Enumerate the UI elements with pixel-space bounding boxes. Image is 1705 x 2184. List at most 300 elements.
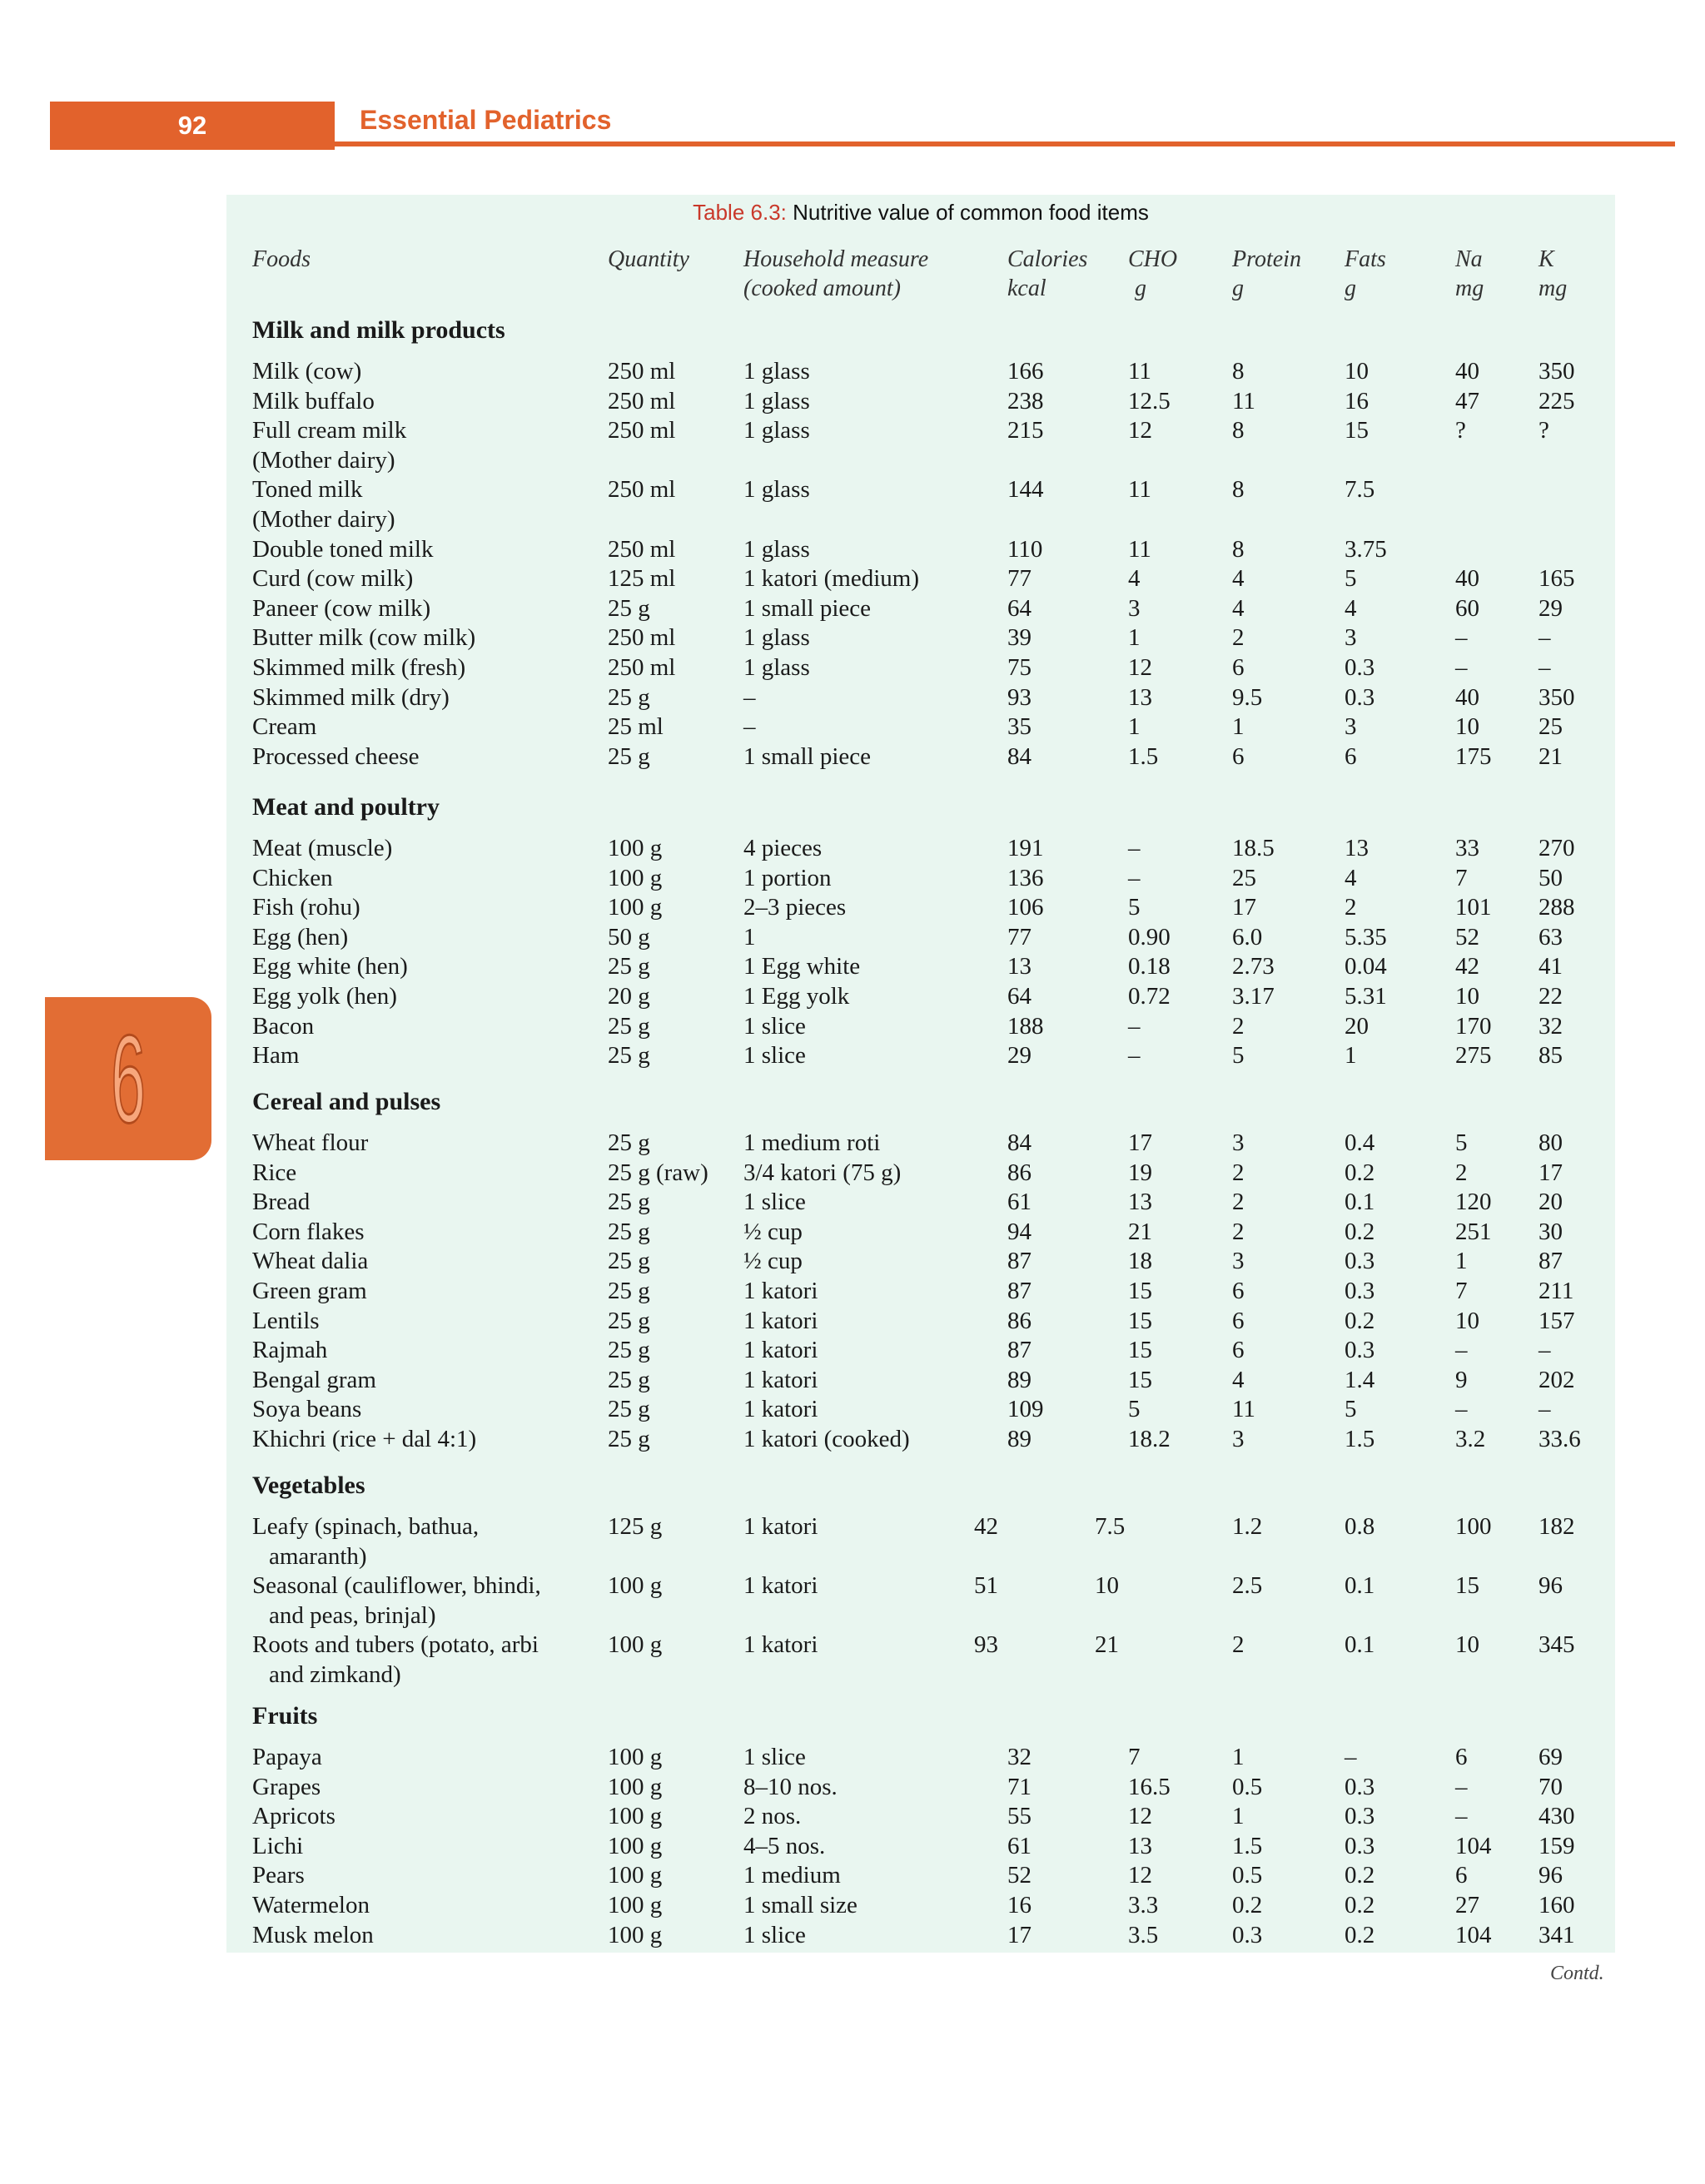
cell-cho: 12 bbox=[1128, 1803, 1152, 1830]
cell-quantity: 25 ml bbox=[608, 713, 664, 741]
cell-na: 47 bbox=[1455, 387, 1479, 414]
cell-measure: ½ cup bbox=[743, 1248, 803, 1275]
cell-protein: 8 bbox=[1232, 417, 1245, 444]
cell-fats: 20 bbox=[1345, 1012, 1369, 1040]
cell-na: 6 bbox=[1455, 1744, 1468, 1770]
food-name: Egg white (hen) bbox=[252, 953, 408, 980]
cell-measure: 1 glass bbox=[743, 654, 810, 681]
cell-calories: 42 bbox=[974, 1513, 998, 1540]
cell-fats: 7.5 bbox=[1345, 476, 1375, 504]
cell-cho: 12.5 bbox=[1128, 387, 1171, 414]
cell-na: 1 bbox=[1455, 1248, 1468, 1275]
cell-na: 101 bbox=[1455, 894, 1492, 921]
food-name: Green gram bbox=[252, 1278, 367, 1304]
cell-quantity: 25 g bbox=[608, 1278, 650, 1304]
cell-protein: 8 bbox=[1232, 358, 1245, 385]
cell-k: 87 bbox=[1538, 1248, 1563, 1275]
food-name: Wheat flour bbox=[252, 1129, 369, 1156]
food-name: Skimmed milk (dry) bbox=[252, 683, 450, 711]
cell-cho: 4 bbox=[1128, 565, 1141, 593]
cell-na: 40 bbox=[1455, 565, 1479, 593]
cell-calories: 86 bbox=[1007, 1307, 1031, 1334]
cell-k: 21 bbox=[1538, 742, 1563, 770]
cell-k: ? bbox=[1538, 417, 1549, 444]
cell-cho: 11 bbox=[1128, 476, 1151, 504]
food-name: Fish (rohu) bbox=[252, 894, 360, 921]
cell-k: – bbox=[1538, 624, 1551, 652]
cell-calories: 109 bbox=[1007, 1396, 1044, 1423]
cell-calories: 52 bbox=[1007, 1862, 1031, 1889]
cell-quantity: 25 g bbox=[608, 953, 650, 980]
cell-calories: 84 bbox=[1007, 742, 1031, 770]
cell-fats: 0.4 bbox=[1345, 1129, 1375, 1156]
cell-calories: 87 bbox=[1007, 1337, 1031, 1364]
cell-quantity: 250 ml bbox=[608, 417, 676, 444]
cell-cho: 5 bbox=[1128, 1396, 1141, 1423]
cell-quantity: 250 ml bbox=[608, 624, 676, 652]
cell-cho: 21 bbox=[1095, 1631, 1119, 1659]
cell-calories: 64 bbox=[1007, 594, 1031, 622]
cell-protein: 25 bbox=[1232, 864, 1256, 891]
header-na: Na bbox=[1455, 246, 1483, 272]
food-name: Skimmed milk (fresh) bbox=[252, 654, 466, 681]
cell-fats: 0.1 bbox=[1345, 1572, 1375, 1600]
cell-quantity: 25 g bbox=[608, 594, 650, 622]
header-measure: Household measure bbox=[743, 246, 929, 272]
cell-protein: 11 bbox=[1232, 1396, 1255, 1423]
cell-k: 202 bbox=[1538, 1366, 1575, 1393]
cell-k: 32 bbox=[1538, 1012, 1563, 1040]
cell-na: 27 bbox=[1455, 1892, 1479, 1918]
cell-measure: 1 Egg white bbox=[743, 953, 861, 980]
cell-protein: 2 bbox=[1232, 624, 1245, 652]
cell-na: 170 bbox=[1455, 1012, 1492, 1040]
cell-measure: 1 katori bbox=[743, 1337, 818, 1364]
cell-cho: 3.5 bbox=[1128, 1921, 1159, 1948]
cell-k: 288 bbox=[1538, 894, 1575, 921]
cell-fats: 0.8 bbox=[1345, 1513, 1375, 1540]
cell-fats: 10 bbox=[1345, 358, 1369, 385]
cell-cho: 0.18 bbox=[1128, 953, 1171, 980]
cell-fats: 3.75 bbox=[1345, 535, 1387, 563]
cell-fats: 4 bbox=[1345, 594, 1357, 622]
cell-na: 9 bbox=[1455, 1366, 1468, 1393]
cell-measure: 1 medium roti bbox=[743, 1129, 881, 1156]
cell-quantity: 25 g bbox=[608, 1248, 650, 1275]
header-cho-unit: g bbox=[1135, 275, 1146, 301]
table-caption-text: Nutritive value of common food items bbox=[793, 200, 1149, 225]
cell-quantity: 100 g bbox=[608, 835, 663, 861]
cell-measure: 1 small piece bbox=[743, 594, 872, 622]
cell-quantity: 25 g bbox=[608, 1012, 650, 1040]
cell-k: 160 bbox=[1538, 1892, 1575, 1918]
cell-cho: 18.2 bbox=[1128, 1426, 1171, 1452]
cell-k: 96 bbox=[1538, 1572, 1563, 1600]
cell-quantity: 25 g bbox=[608, 1366, 650, 1393]
cell-quantity: 125 ml bbox=[608, 565, 676, 593]
cell-measure: 4 pieces bbox=[743, 835, 823, 861]
cell-measure: 1 Egg yolk bbox=[743, 983, 850, 1010]
cell-protein: 6 bbox=[1232, 742, 1245, 770]
cell-calories: 94 bbox=[1007, 1218, 1031, 1245]
cell-fats: 0.1 bbox=[1345, 1631, 1375, 1659]
header-calories: Calories bbox=[1007, 246, 1088, 272]
cell-na: 10 bbox=[1455, 1631, 1479, 1659]
cell-cho: 11 bbox=[1128, 358, 1151, 385]
book-title: Essential Pediatrics bbox=[360, 105, 612, 135]
cell-cho: 16.5 bbox=[1128, 1773, 1171, 1800]
cell-k: 341 bbox=[1538, 1921, 1575, 1948]
cell-quantity: 250 ml bbox=[608, 476, 676, 504]
cell-k: 41 bbox=[1538, 953, 1563, 980]
cell-cho: 1 bbox=[1128, 713, 1141, 741]
cell-na: 3.2 bbox=[1455, 1426, 1486, 1452]
cell-na: 104 bbox=[1455, 1832, 1492, 1859]
cell-cho: 13 bbox=[1128, 1832, 1152, 1859]
cell-measure: – bbox=[743, 683, 756, 711]
cell-k: 29 bbox=[1538, 594, 1563, 622]
table-caption bbox=[226, 200, 1615, 226]
cell-protein: 6 bbox=[1232, 1307, 1245, 1334]
cell-measure: 1 katori (cooked) bbox=[743, 1426, 910, 1452]
cell-protein: 1 bbox=[1232, 1744, 1245, 1770]
food-name: Milk (cow) bbox=[252, 358, 362, 385]
cell-calories: 32 bbox=[1007, 1744, 1031, 1770]
cell-measure: 1 small piece bbox=[743, 742, 872, 770]
cell-quantity: 25 g bbox=[608, 1129, 650, 1156]
cell-quantity: 100 g bbox=[608, 1832, 663, 1859]
cell-quantity: 25 g bbox=[608, 1396, 650, 1423]
cell-quantity: 25 g bbox=[608, 1337, 650, 1364]
cell-na: 60 bbox=[1455, 594, 1479, 622]
cell-quantity: 100 g bbox=[608, 864, 663, 891]
cell-protein: 6.0 bbox=[1232, 923, 1263, 951]
cell-measure: 1 katori bbox=[743, 1366, 818, 1393]
cell-calories: 77 bbox=[1007, 565, 1031, 593]
cell-calories: 144 bbox=[1007, 476, 1044, 504]
cell-calories: 39 bbox=[1007, 624, 1031, 652]
cell-k: 430 bbox=[1538, 1803, 1575, 1830]
food-name: (Mother dairy) bbox=[252, 506, 395, 533]
cell-fats: 0.3 bbox=[1345, 1832, 1375, 1859]
header-fats-unit: g bbox=[1345, 275, 1356, 301]
cell-na: 52 bbox=[1455, 923, 1479, 951]
food-name: Bengal gram bbox=[252, 1366, 376, 1393]
cell-cho: – bbox=[1128, 864, 1141, 891]
cell-na: – bbox=[1455, 1803, 1468, 1830]
cell-quantity: 100 g bbox=[608, 1744, 663, 1770]
food-name: Pears bbox=[252, 1862, 305, 1889]
cell-measure: 4–5 nos. bbox=[743, 1832, 826, 1859]
cell-cho: 12 bbox=[1128, 654, 1152, 681]
cell-protein: 1 bbox=[1232, 1803, 1245, 1830]
food-name: and zimkand) bbox=[269, 1661, 401, 1688]
cell-calories: 51 bbox=[974, 1572, 998, 1600]
cell-measure: 1 glass bbox=[743, 387, 810, 414]
cell-cho: – bbox=[1128, 835, 1141, 861]
food-name: Corn flakes bbox=[252, 1218, 365, 1245]
cell-fats: 0.2 bbox=[1345, 1307, 1375, 1334]
cell-measure: 1 katori bbox=[743, 1631, 818, 1659]
cell-calories: 89 bbox=[1007, 1426, 1031, 1452]
cell-protein: 2 bbox=[1232, 1218, 1245, 1245]
cell-k: 165 bbox=[1538, 565, 1575, 593]
cell-protein: 17 bbox=[1232, 894, 1256, 921]
cell-k: 63 bbox=[1538, 923, 1563, 951]
cell-cho: 15 bbox=[1128, 1366, 1152, 1393]
cell-calories: 84 bbox=[1007, 1129, 1031, 1156]
cell-k: 270 bbox=[1538, 835, 1575, 861]
food-name: Rajmah bbox=[252, 1337, 328, 1364]
cell-measure: 1 katori bbox=[743, 1572, 818, 1600]
header-foods: Foods bbox=[252, 246, 311, 272]
cell-quantity: 25 g bbox=[608, 1426, 650, 1452]
cell-measure: 2 nos. bbox=[743, 1803, 802, 1830]
cell-quantity: 250 ml bbox=[608, 535, 676, 563]
cell-protein: 1.2 bbox=[1232, 1513, 1263, 1540]
cell-quantity: 25 g bbox=[608, 1042, 650, 1070]
food-name: Chicken bbox=[252, 864, 333, 891]
cell-cho: 13 bbox=[1128, 1189, 1152, 1216]
food-name: Meat (muscle) bbox=[252, 835, 393, 861]
cell-na: 10 bbox=[1455, 1307, 1479, 1334]
cell-na: 251 bbox=[1455, 1218, 1492, 1245]
food-name: Apricots bbox=[252, 1803, 336, 1830]
cell-protein: 8 bbox=[1232, 535, 1245, 563]
cell-k: 211 bbox=[1538, 1278, 1574, 1304]
cell-quantity: 25 g bbox=[608, 1307, 650, 1334]
cell-fats: 3 bbox=[1345, 624, 1357, 652]
food-name: Lentils bbox=[252, 1307, 320, 1334]
cell-na: – bbox=[1455, 624, 1468, 652]
cell-k: – bbox=[1538, 1396, 1551, 1423]
header-protein: Protein bbox=[1232, 246, 1301, 272]
cell-calories: 89 bbox=[1007, 1366, 1031, 1393]
cell-k: 345 bbox=[1538, 1631, 1575, 1659]
cell-fats: 0.2 bbox=[1345, 1159, 1375, 1186]
cell-measure: 1 glass bbox=[743, 535, 810, 563]
cell-quantity: 50 g bbox=[608, 923, 650, 951]
cell-k: 182 bbox=[1538, 1513, 1575, 1540]
cell-measure: 1 slice bbox=[743, 1921, 806, 1948]
cell-k: 85 bbox=[1538, 1042, 1563, 1070]
cell-k: 30 bbox=[1538, 1218, 1563, 1245]
cell-protein: 1 bbox=[1232, 713, 1245, 741]
header-calories-unit: kcal bbox=[1007, 275, 1046, 301]
food-name: Roots and tubers (potato, arbi bbox=[252, 1631, 539, 1659]
cell-cho: 1.5 bbox=[1128, 742, 1159, 770]
cell-measure: 1 katori bbox=[743, 1307, 818, 1334]
food-name: Butter milk (cow milk) bbox=[252, 624, 476, 652]
category-heading: Meat and poultry bbox=[252, 793, 440, 821]
cell-measure: 1 slice bbox=[743, 1042, 806, 1070]
food-name: Seasonal (cauliflower, bhindi, bbox=[252, 1572, 541, 1600]
cell-measure: 1 slice bbox=[743, 1744, 806, 1770]
cell-calories: 77 bbox=[1007, 923, 1031, 951]
cell-k: – bbox=[1538, 654, 1551, 681]
food-name: Cream bbox=[252, 713, 317, 741]
cell-fats: 5 bbox=[1345, 1396, 1357, 1423]
category-heading: Fruits bbox=[252, 1702, 318, 1730]
cell-fats: 0.1 bbox=[1345, 1189, 1375, 1216]
cell-cho: 15 bbox=[1128, 1337, 1152, 1364]
cell-quantity: 100 g bbox=[608, 1862, 663, 1889]
cell-protein: 4 bbox=[1232, 565, 1245, 593]
cell-cho: 18 bbox=[1128, 1248, 1152, 1275]
cell-calories: 71 bbox=[1007, 1773, 1031, 1800]
cell-k: 225 bbox=[1538, 387, 1575, 414]
cell-fats: 0.2 bbox=[1345, 1921, 1375, 1948]
cell-calories: 13 bbox=[1007, 953, 1031, 980]
cell-cho: 3 bbox=[1128, 594, 1141, 622]
food-name: Papaya bbox=[252, 1744, 322, 1770]
cell-na: 7 bbox=[1455, 1278, 1468, 1304]
cell-measure: 1 glass bbox=[743, 624, 810, 652]
cell-cho: 0.72 bbox=[1128, 983, 1171, 1010]
table-caption-label: Table 6.3: bbox=[693, 200, 787, 225]
cell-na: – bbox=[1455, 1773, 1468, 1800]
cell-quantity: 100 g bbox=[608, 1803, 663, 1830]
cell-fats: 3 bbox=[1345, 713, 1357, 741]
cell-cho: – bbox=[1128, 1042, 1141, 1070]
cell-fats: 0.2 bbox=[1345, 1892, 1375, 1918]
cell-na: 33 bbox=[1455, 835, 1479, 861]
cell-na: – bbox=[1455, 654, 1468, 681]
cell-quantity: 100 g bbox=[608, 1773, 663, 1800]
cell-fats: 5.31 bbox=[1345, 983, 1387, 1010]
cell-measure: 1 medium bbox=[743, 1862, 841, 1889]
cell-na: 2 bbox=[1455, 1159, 1468, 1186]
cell-fats: 13 bbox=[1345, 835, 1369, 861]
header-cho: CHO bbox=[1128, 246, 1178, 272]
header-quantity: Quantity bbox=[608, 246, 689, 272]
cell-na: 10 bbox=[1455, 713, 1479, 741]
header-measure-sub: (cooked amount) bbox=[743, 275, 901, 301]
cell-quantity: 100 g bbox=[608, 1921, 663, 1948]
cell-quantity: 100 g bbox=[608, 1631, 663, 1659]
cell-fats: 0.2 bbox=[1345, 1862, 1375, 1889]
food-name: Lichi bbox=[252, 1832, 304, 1859]
cell-calories: 93 bbox=[1007, 683, 1031, 711]
food-name: Curd (cow milk) bbox=[252, 565, 414, 593]
cell-na: 275 bbox=[1455, 1042, 1492, 1070]
cell-calories: 166 bbox=[1007, 358, 1044, 385]
cell-measure: 1 slice bbox=[743, 1189, 806, 1216]
cell-measure: – bbox=[743, 713, 756, 741]
cell-fats: 15 bbox=[1345, 417, 1369, 444]
cell-protein: 2.5 bbox=[1232, 1572, 1263, 1600]
cell-fats: 0.2 bbox=[1345, 1218, 1375, 1245]
cell-protein: 2 bbox=[1232, 1631, 1245, 1659]
cell-k: – bbox=[1538, 1337, 1551, 1364]
cell-quantity: 250 ml bbox=[608, 358, 676, 385]
cell-protein: 2 bbox=[1232, 1159, 1245, 1186]
header-na-unit: mg bbox=[1455, 275, 1484, 301]
cell-na: 42 bbox=[1455, 953, 1479, 980]
cell-k: 20 bbox=[1538, 1189, 1563, 1216]
cell-na: – bbox=[1455, 1396, 1468, 1423]
cell-measure: 1 slice bbox=[743, 1012, 806, 1040]
cell-fats: 1.5 bbox=[1345, 1426, 1375, 1452]
cell-na: 7 bbox=[1455, 864, 1468, 891]
cell-protein: 6 bbox=[1232, 1337, 1245, 1364]
cell-quantity: 25 g (raw) bbox=[608, 1159, 708, 1186]
cell-cho: 11 bbox=[1128, 535, 1151, 563]
food-name: Wheat dalia bbox=[252, 1248, 369, 1275]
food-name: Bacon bbox=[252, 1012, 315, 1040]
cell-fats: 0.3 bbox=[1345, 1337, 1375, 1364]
cell-calories: 17 bbox=[1007, 1921, 1031, 1948]
cell-na: 175 bbox=[1455, 742, 1492, 770]
cell-k: 69 bbox=[1538, 1744, 1563, 1770]
cell-calories: 16 bbox=[1007, 1892, 1031, 1918]
cell-k: 350 bbox=[1538, 683, 1575, 711]
food-name: Full cream milk bbox=[252, 417, 407, 444]
cell-quantity: 20 g bbox=[608, 983, 650, 1010]
cell-measure: 1 small size bbox=[743, 1892, 857, 1918]
cell-cho: 15 bbox=[1128, 1278, 1152, 1304]
cell-na: 40 bbox=[1455, 358, 1479, 385]
food-name: Leafy (spinach, bathua, bbox=[252, 1513, 480, 1540]
cell-na: 15 bbox=[1455, 1572, 1479, 1600]
food-name: Watermelon bbox=[252, 1892, 370, 1918]
cell-fats: 0.04 bbox=[1345, 953, 1387, 980]
cell-na: 100 bbox=[1455, 1513, 1492, 1540]
cell-cho: 21 bbox=[1128, 1218, 1152, 1245]
cell-protein: 18.5 bbox=[1232, 835, 1275, 861]
cell-measure: 1 glass bbox=[743, 358, 810, 385]
cell-measure: 1 glass bbox=[743, 417, 810, 444]
cell-fats: 0.3 bbox=[1345, 1803, 1375, 1830]
cell-protein: 2.73 bbox=[1232, 953, 1275, 980]
cell-cho: 13 bbox=[1128, 683, 1152, 711]
food-name: Milk buffalo bbox=[252, 387, 375, 414]
cell-protein: 4 bbox=[1232, 1366, 1245, 1393]
cell-protein: 11 bbox=[1232, 387, 1255, 414]
cell-k: 50 bbox=[1538, 864, 1563, 891]
food-name: Bread bbox=[252, 1189, 311, 1216]
cell-cho: 5 bbox=[1128, 894, 1141, 921]
cell-quantity: 250 ml bbox=[608, 387, 676, 414]
header-fats: Fats bbox=[1345, 246, 1386, 272]
food-name: and peas, brinjal) bbox=[269, 1601, 436, 1629]
cell-cho: 12 bbox=[1128, 1862, 1152, 1889]
cell-measure: ½ cup bbox=[743, 1218, 803, 1245]
cell-calories: 110 bbox=[1007, 535, 1043, 563]
food-name: Khichri (rice + dal 4:1) bbox=[252, 1426, 477, 1452]
cell-calories: 136 bbox=[1007, 864, 1044, 891]
category-heading: Vegetables bbox=[252, 1472, 365, 1499]
cell-measure: 1 portion bbox=[743, 864, 832, 891]
food-name: Rice bbox=[252, 1159, 297, 1186]
cell-quantity: 100 g bbox=[608, 1892, 663, 1918]
cell-fats: 5 bbox=[1345, 565, 1357, 593]
cell-protein: 3.17 bbox=[1232, 983, 1275, 1010]
cell-calories: 55 bbox=[1007, 1803, 1031, 1830]
header-k: K bbox=[1538, 246, 1554, 272]
cell-calories: 93 bbox=[974, 1631, 998, 1659]
cell-measure: 3/4 katori (75 g) bbox=[743, 1159, 902, 1186]
cell-calories: 87 bbox=[1007, 1278, 1031, 1304]
cell-cho: – bbox=[1128, 1012, 1141, 1040]
cell-protein: 4 bbox=[1232, 594, 1245, 622]
cell-k: 33.6 bbox=[1538, 1426, 1581, 1452]
cell-quantity: 100 g bbox=[608, 894, 663, 921]
cell-protein: 0.5 bbox=[1232, 1862, 1263, 1889]
cell-calories: 61 bbox=[1007, 1189, 1031, 1216]
cell-calories: 188 bbox=[1007, 1012, 1044, 1040]
cell-measure: 1 katori bbox=[743, 1513, 818, 1540]
